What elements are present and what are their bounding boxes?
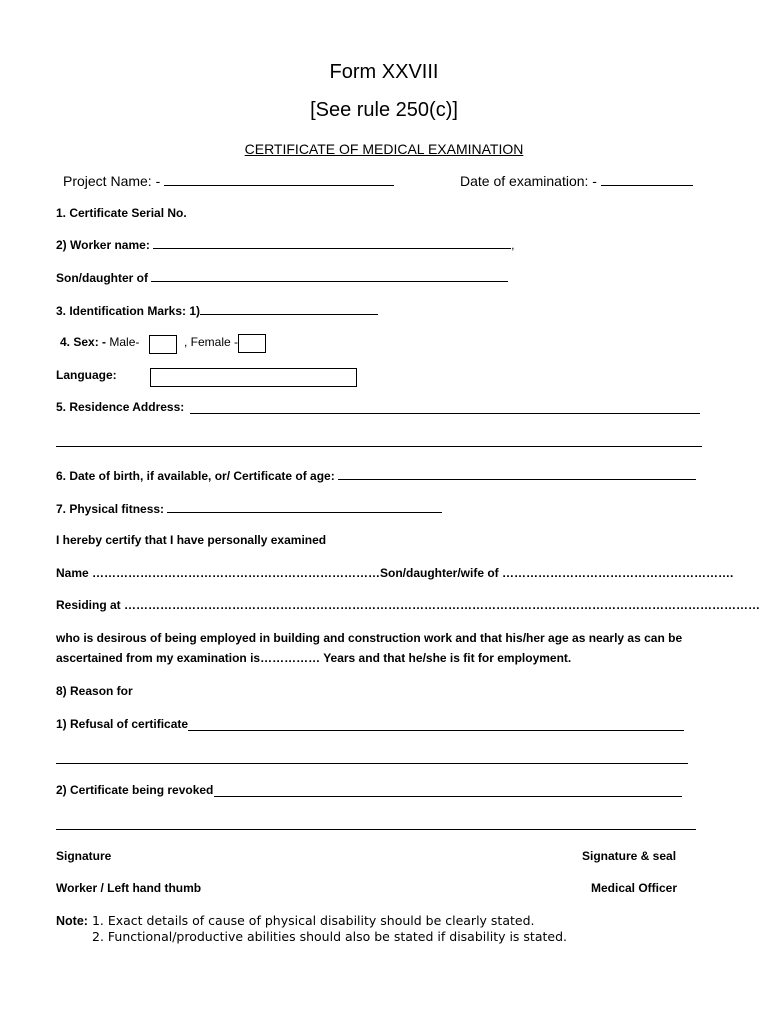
- worker-name-field[interactable]: [153, 236, 511, 249]
- male-label: Male-: [109, 335, 140, 349]
- dob-row: [56, 467, 696, 483]
- certify-intro: I hereby certify that I have personally examined: [56, 533, 327, 547]
- sex-row: [60, 335, 139, 349]
- residence-label: 5. Residence Address:: [56, 400, 185, 414]
- note-item-2: 2. Functional/productive abilities should also be stated if disability is stated.: [92, 929, 567, 944]
- note-label: Note:: [56, 914, 88, 928]
- sex-label: 4. Sex: -: [60, 335, 110, 349]
- identification-field[interactable]: [200, 302, 378, 315]
- worker-name-label: 2) Worker name:: [56, 238, 154, 252]
- medical-officer-label: Medical Officer: [591, 881, 678, 895]
- female-checkbox[interactable]: [238, 334, 266, 353]
- revoked-field-line-2[interactable]: [56, 829, 696, 830]
- certificate-title: CERTIFICATE OF MEDICAL EXAMINATION: [244, 141, 524, 157]
- language-field[interactable]: [150, 368, 357, 387]
- worker-name-row: 2) Worker name: ,: [56, 238, 515, 252]
- residence-row: [56, 400, 184, 414]
- residence-field-line-2[interactable]: [56, 446, 702, 447]
- male-checkbox[interactable]: [149, 335, 177, 354]
- physical-fitness-field[interactable]: [167, 500, 442, 513]
- worker-thumb-label: Worker / Left hand thumb: [56, 881, 202, 895]
- refusal-row: [56, 717, 188, 731]
- exam-date-row: [460, 173, 693, 189]
- certify-residing-line: Residing at ……………………………………………………………………………………………………………………………………………: [56, 598, 761, 612]
- note-item-1: 1. Exact details of cause of physical disability should be clearly stated.: [91, 913, 535, 928]
- language-label: Language:: [56, 368, 117, 382]
- project-name-row: [63, 173, 394, 189]
- residence-field-line-1[interactable]: [190, 413, 700, 414]
- dob-label: 6. Date of birth, if available, or/ Certificate of age:: [56, 469, 339, 483]
- form-title: Form XXVIII: [329, 61, 439, 83]
- physical-fitness-label: 7. Physical fitness:: [56, 502, 168, 516]
- certify-name-line: Name ………………………………………………………………Son/daughter/wife of ………………………………………………….: [56, 566, 734, 580]
- revoked-label: 2) Certificate being revoked: [56, 783, 214, 797]
- serial-number-label: 1. Certificate Serial No.: [56, 206, 187, 220]
- revoked-row: [56, 783, 213, 797]
- project-name-field[interactable]: [164, 173, 394, 186]
- female-label: , Female -: [184, 335, 239, 349]
- refusal-field-line-2[interactable]: [56, 763, 688, 764]
- certify-paragraph-line-1: who is desirous of being employed in building and construction work and that his/her age as nearly as can be: [56, 631, 683, 645]
- reason-heading: 8) Reason for: [56, 684, 133, 698]
- rule-reference: [See rule 250(c)]: [310, 99, 458, 121]
- project-name-label: Project Name: -: [63, 173, 165, 189]
- refusal-label: 1) Refusal of certificate: [56, 717, 189, 731]
- note-row-1: [56, 913, 535, 928]
- revoked-field-line-1[interactable]: [214, 796, 682, 797]
- refusal-field-line-1[interactable]: [188, 730, 684, 731]
- certify-paragraph-line-2: ascertained from my examination is…………… Years and that he/she is fit for employment.: [56, 651, 572, 665]
- son-daughter-row: [56, 269, 508, 285]
- dob-field[interactable]: [338, 467, 696, 480]
- exam-date-label: Date of examination: -: [460, 173, 601, 189]
- identification-label: 3. Identification Marks: 1): [56, 304, 201, 318]
- exam-date-field[interactable]: [601, 173, 693, 186]
- worker-signature-label: Signature: [56, 849, 112, 863]
- identification-row: [56, 302, 378, 318]
- son-daughter-field[interactable]: [151, 269, 508, 282]
- officer-signature-label: Signature & seal: [582, 849, 677, 863]
- physical-fitness-row: [56, 500, 442, 516]
- son-daughter-label: Son/daughter of: [56, 271, 152, 285]
